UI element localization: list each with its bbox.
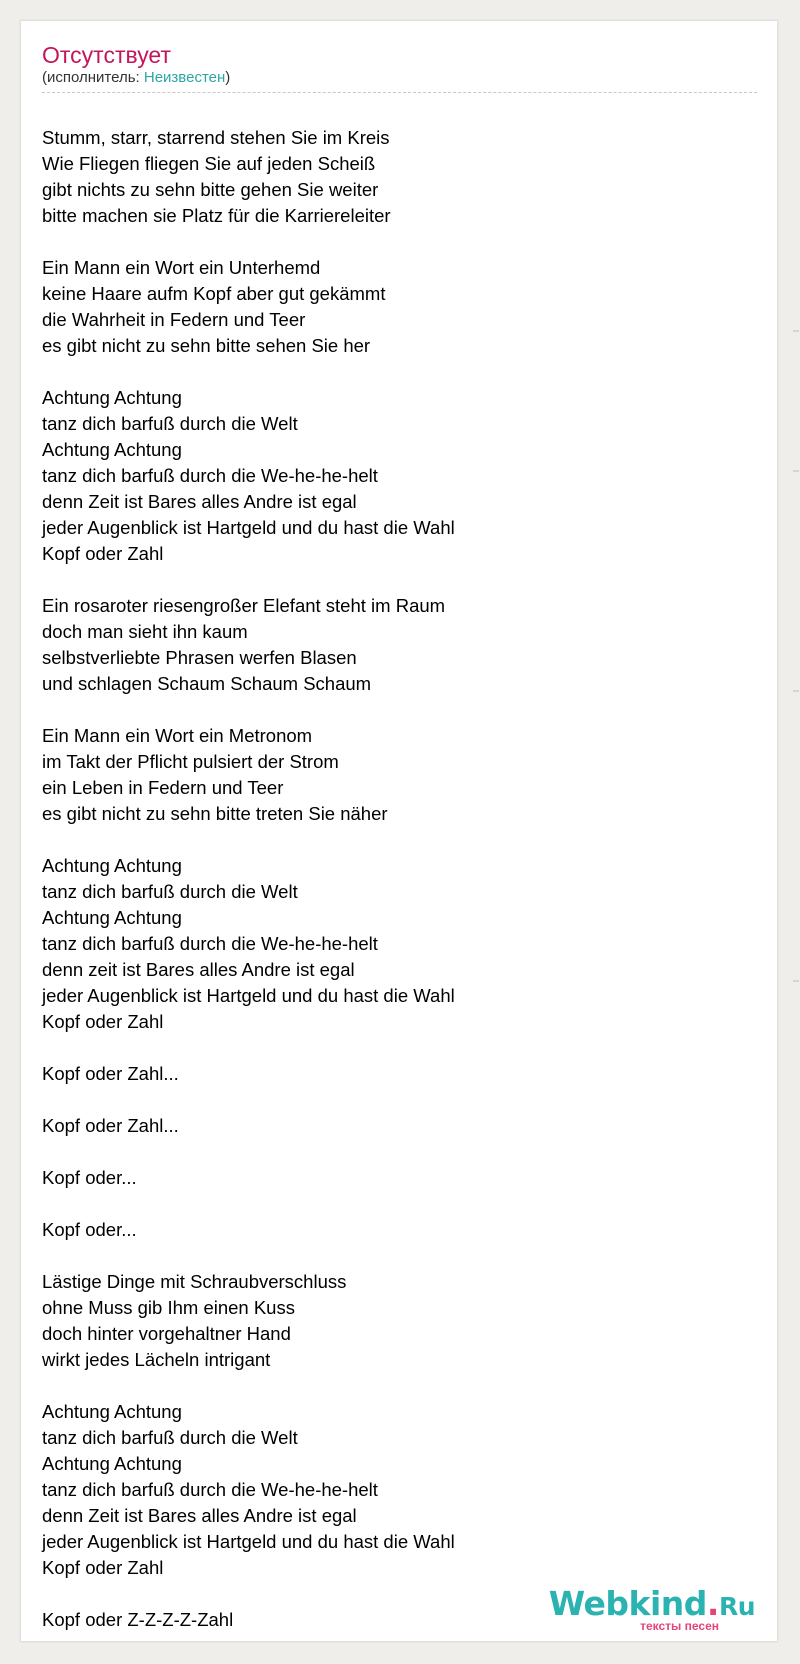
lyric-line: tanz dich barfuß durch die Welt [42,881,298,902]
lyric-line: tanz dich barfuß durch die We-he-he-helt [42,933,378,954]
lyric-line: ein Leben in Federn und Teer [42,777,284,798]
stanza-break [42,229,757,255]
stanza-break [42,1191,757,1217]
edge-decoration [793,690,799,692]
stanza-break [42,827,757,853]
artist-prefix: (исполнитель: [42,69,144,86]
lyric-line: im Takt der Pflicht pulsiert der Strom [42,751,339,772]
lyric-line: Kopf oder Zahl... [42,1063,179,1084]
lyric-line: jeder Augenblick ist Hartgeld und du hast die Wahl [42,1531,455,1552]
lyric-line: Kopf oder... [42,1219,137,1240]
lyric-line: Kopf oder Zahl [42,543,164,564]
lyric-line: denn Zeit ist Bares alles Andre ist egal [42,1505,357,1526]
lyric-line: Stumm, starr, starrend stehen Sie im Kreis [42,127,390,148]
lyric-line: Kopf oder Zahl... [42,1115,179,1136]
lyric-line: jeder Augenblick ist Hartgeld und du hast die Wahl [42,517,455,538]
logo-brand: Webkind [548,1584,707,1623]
lyric-line: ohne Muss gib Ihm einen Kuss [42,1297,295,1318]
lyric-line: Kopf oder Zahl [42,1557,164,1578]
stanza-break [42,1373,757,1399]
lyric-line: tanz dich barfuß durch die Welt [42,413,298,434]
lyrics-body [42,125,757,1633]
lyric-line: jeder Augenblick ist Hartgeld und du hast die Wahl [42,985,455,1006]
lyric-line: tanz dich barfuß durch die We-he-he-helt [42,1479,378,1500]
lyric-line: es gibt nicht zu sehn bitte sehen Sie her [42,335,371,356]
lyric-line: denn zeit ist Bares alles Andre ist egal [42,959,355,980]
lyric-line: tanz dich barfuß durch die We-he-he-helt [42,465,378,486]
lyric-line: Lästige Dinge mit Schraubverschluss [42,1271,347,1292]
logo-tagline: тексты песен [640,1619,719,1633]
stanza-break [42,1035,757,1061]
lyric-line: keine Haare aufm Kopf aber gut gekämmt [42,283,386,304]
stanza-break [42,359,757,385]
lyric-line: Wie Fliegen fliegen Sie auf jeden Scheiß [42,153,376,174]
lyric-line: doch hinter vorgehaltner Hand [42,1323,291,1344]
edge-decoration [793,330,799,332]
site-logo[interactable] [549,1586,755,1633]
artist-suffix: ) [225,69,231,86]
logo-dot: . [706,1584,719,1623]
song-header [42,41,757,93]
lyric-line: bitte machen sie Platz für die Karriereleiter [42,205,391,226]
lyric-line: und schlagen Schaum Schaum Schaum [42,673,372,694]
lyric-line: wirkt jedes Lächeln intrigant [42,1349,271,1370]
lyric-line: es gibt nicht zu sehn bitte treten Sie näher [42,803,388,824]
edge-decoration [793,980,799,982]
artist-line [42,69,757,93]
lyric-line: Achtung Achtung [42,1453,182,1474]
lyric-line: tanz dich barfuß durch die Welt [42,1427,298,1448]
lyric-line: Ein Mann ein Wort ein Unterhemd [42,257,321,278]
lyric-line: Ein Mann ein Wort ein Metronom [42,725,313,746]
lyric-line: Achtung Achtung [42,439,182,460]
lyric-line: Kopf oder... [42,1167,137,1188]
stanza-break [42,1087,757,1113]
lyric-line: Achtung Achtung [42,907,182,928]
logo-tld: Ru [718,1592,755,1621]
lyric-line: denn Zeit ist Bares alles Andre ist egal [42,491,357,512]
lyric-line: Kopf oder Z-Z-Z-Z-Zahl [42,1609,234,1630]
stanza-break [42,567,757,593]
lyric-line: Ein rosaroter riesengroßer Elefant steht im Raum [42,595,446,616]
artist-link[interactable]: Неизвестен [143,69,226,86]
lyric-line: Achtung Achtung [42,387,182,408]
stanza-break [42,697,757,723]
edge-decoration [793,470,799,472]
lyric-line: Kopf oder Zahl [42,1011,164,1032]
lyrics-card [20,20,778,1642]
stanza-break [42,1243,757,1269]
lyric-line: doch man sieht ihn kaum [42,621,248,642]
song-title: Отсутствует [42,42,171,68]
stanza-break [42,1139,757,1165]
lyric-line: die Wahrheit in Federn und Teer [42,309,306,330]
lyric-line: Achtung Achtung [42,855,182,876]
lyric-line: Achtung Achtung [42,1401,182,1422]
lyric-line: selbstverliebte Phrasen werfen Blasen [42,647,357,668]
lyric-line: gibt nichts zu sehn bitte gehen Sie weiter [42,179,379,200]
